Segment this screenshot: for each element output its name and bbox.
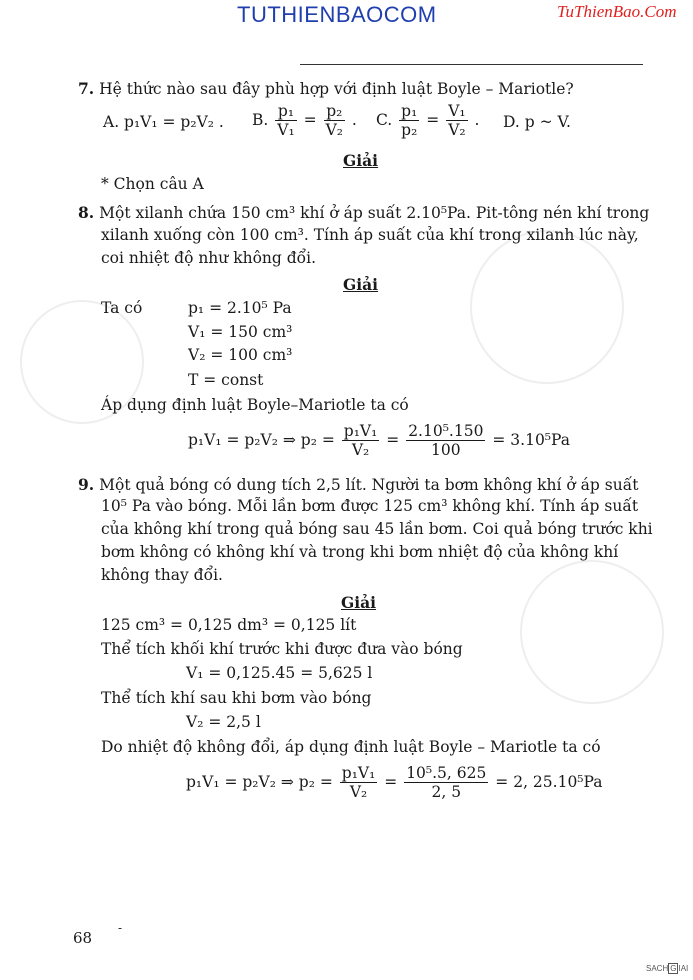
footer-logo-left: SACH: [646, 964, 669, 973]
q9-step3: V₁ = 0,125.45 = 5,625 l: [186, 664, 373, 682]
q9-line2: 10⁵ Pa vào bóng. Mỗi lần bơm được 125 cm³ không khí. Tính áp suất: [101, 497, 639, 515]
q8-eq-left: p₁V₁ = p₂V₂ ⇒ p₂ =: [188, 431, 335, 449]
q9-step5: V₂ = 2,5 l: [186, 713, 261, 731]
frac-num: 2.10⁵.150: [408, 422, 484, 440]
q8-p1: p₁ = 2.10⁵ Pa: [188, 299, 292, 317]
frac-den: 2, 5: [431, 783, 462, 801]
q9-eq-result: = 2, 25.10⁵Pa: [495, 773, 603, 791]
frac-num: p₂: [324, 103, 345, 121]
q9-step4: Thể tích khí sau khi bơm vào bóng: [101, 689, 372, 707]
q9-line5: không thay đổi.: [101, 566, 223, 584]
q7-question: [78, 79, 574, 98]
q8-text: Một xilanh chứa 150 cm³ khí ở áp suất 2.10⁵Pa. Pit-tông nén khí trong: [99, 204, 650, 222]
frac-num: V₁: [448, 102, 466, 120]
q7-option-c: C. $\frac{\text{p₁}}{\text{p₂}}$ = $\frac{\text{V₁}}{\text{V₂}}$ .: [376, 102, 480, 139]
footer-logo[interactable]: [646, 964, 688, 973]
header-rule: [300, 64, 643, 65]
watermark-circle: [520, 560, 664, 704]
watermark-circle: [470, 230, 624, 384]
q7-option-c-end: .: [474, 111, 480, 129]
q9-line3: của không khí trong quả bóng sau 45 lần bơm. Coi quả bóng trước khi: [101, 520, 653, 538]
q9-number: 9.: [78, 475, 95, 494]
q9-line1: [78, 475, 638, 494]
frac-den: V₂: [448, 121, 466, 139]
q7-number: 7.: [78, 79, 95, 98]
q7-option-b-frac1: [275, 103, 296, 139]
q7-option-b-frac2: [324, 103, 345, 139]
frac-num: p₁V₁: [341, 764, 376, 782]
q8-eq-result: = 3.10⁵Pa: [492, 431, 570, 449]
q9-equation: p₁V₁ = p₂V₂ ⇒ p₂ = $\frac{\text{p₁V₁}}{\text{V₂}}$ = $\frac{\text{10⁵.5, 625}}{2, 5}$ = 2, 25.10⁵Pa: [186, 764, 603, 801]
q8-line3: coi nhiệt độ như không đổi.: [101, 249, 317, 267]
frac-den: V₂: [349, 783, 368, 801]
q9-eq-left: p₁V₁ = p₂V₂ ⇒ p₂ =: [186, 773, 333, 791]
q7-option-a: A. p₁V₁ = p₂V₂ .: [103, 113, 224, 131]
page-number: 68: [73, 929, 93, 947]
footer-logo-box: G: [670, 964, 677, 973]
q8-apply: Áp dụng định luật Boyle–Mariotle ta có: [101, 396, 409, 414]
frac-den: V₂: [351, 441, 370, 459]
q8-line1: [78, 203, 649, 222]
q9-line4: bơm không có không khí và trong khi bơm nhiệt độ của không khí: [101, 543, 619, 561]
frac-den: 100: [431, 441, 461, 459]
q7-option-b-end: .: [351, 111, 357, 129]
footer-dash: -: [118, 921, 123, 935]
frac-den: V₂: [325, 121, 343, 139]
q8-line2: xilanh xuống còn 100 cm³. Tính áp suất của khí trong xilanh lúc này,: [101, 226, 639, 244]
frac-num: p₁V₁: [343, 422, 378, 440]
brand-logo[interactable]: TuThienBao.Com: [557, 2, 677, 21]
q7-option-c-frac2: [446, 103, 467, 139]
q9-eq-frac2: [404, 765, 488, 801]
frac-num: 10⁵.5, 625: [406, 764, 487, 782]
q7-option-b: B. $\frac{\text{p₁}}{\text{V₁}}$ = $\frac{\text{p₂}}{\text{V₂}}$ .: [252, 102, 357, 139]
q7-solution-heading: Giải: [343, 151, 379, 170]
q7-text: Hệ thức nào sau đây phù hợp với định luật Boyle – Mariotle?: [99, 80, 574, 98]
q8-v2: V₂ = 100 cm³: [188, 346, 293, 364]
frac-den: p₂: [401, 121, 418, 139]
site-title[interactable]: TUTHIENBAOCOM: [237, 2, 437, 27]
q7-option-b-label: B.: [252, 111, 269, 129]
frac-num: p₁: [275, 103, 296, 121]
q7-answer: * Chọn câu A: [101, 175, 204, 193]
q9-step6: Do nhiệt độ không đổi, áp dụng định luật Boyle – Mariotle ta có: [101, 738, 601, 756]
q8-v1: V₁ = 150 cm³: [188, 323, 293, 341]
q9-step1: 125 cm³ = 0,125 dm³ = 0,125 lít: [101, 616, 357, 634]
q8-solution-heading: Giải: [343, 275, 379, 294]
frac-den: V₁: [277, 121, 295, 139]
q9-eq-frac1: [340, 765, 378, 801]
q9-text: Một quả bóng có dung tích 2,5 lít. Người ta bơm không khí ở áp suất: [99, 476, 639, 494]
q8-eq-frac1: [342, 423, 380, 459]
q8-t: T = const: [188, 371, 264, 389]
q9-solution-heading: Giải: [341, 593, 377, 612]
q7-option-c-frac1: [399, 103, 419, 139]
q8-taco: Ta có: [101, 299, 143, 317]
q7-option-d: D. p ~ V.: [503, 113, 571, 131]
q9-step2: Thể tích khối khí trước khi được đưa vào bóng: [101, 640, 463, 658]
q8-equation: p₁V₁ = p₂V₂ ⇒ p₂ = $\frac{\text{p₁V₁}}{\text{V₂}}$ = $\frac{\text{2.10⁵.150}}{100}$ = 3.10⁵Pa: [188, 422, 570, 459]
footer-logo-right: IAI: [678, 964, 689, 973]
frac-num: p₁: [401, 102, 418, 120]
q8-number: 8.: [78, 203, 95, 222]
q7-option-c-label: C.: [376, 111, 393, 129]
q8-eq-frac2: [406, 423, 485, 459]
